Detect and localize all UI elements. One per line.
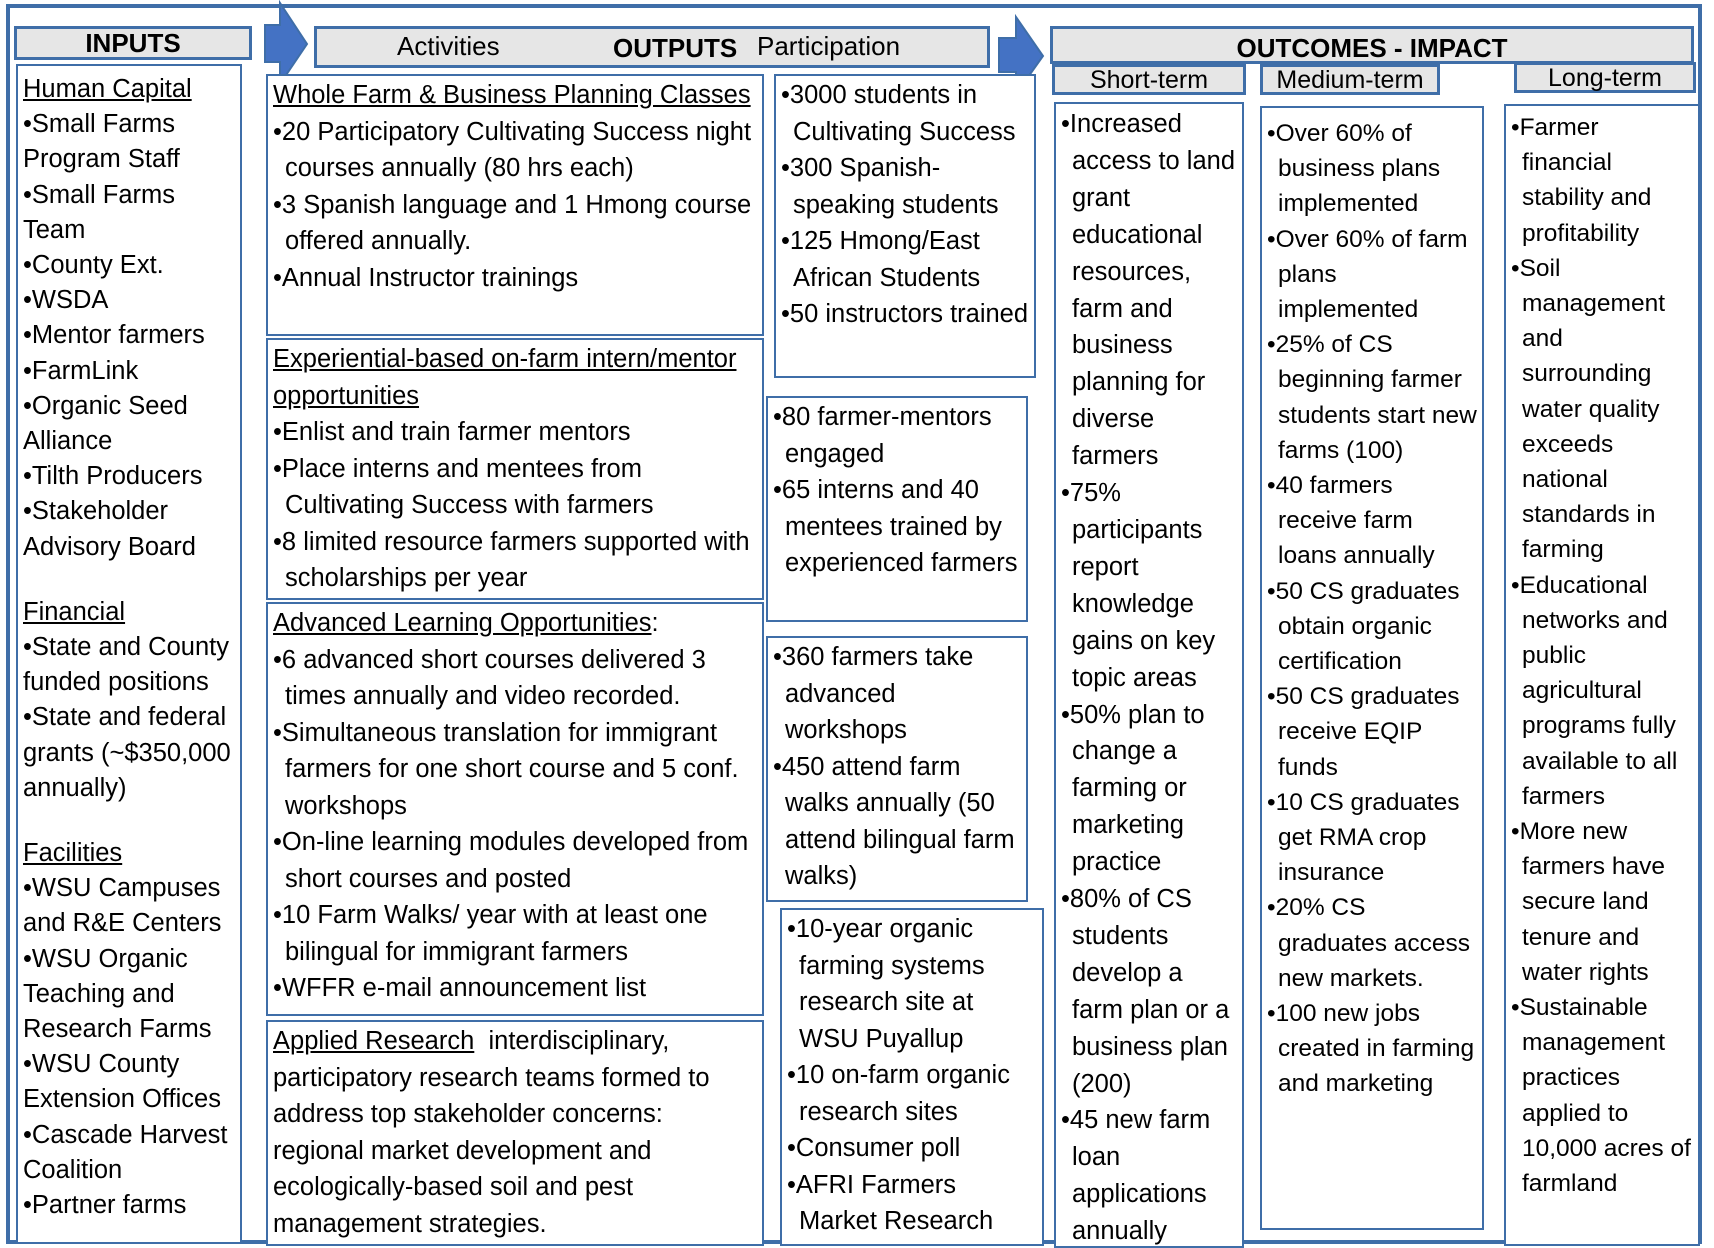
list-item: •50 CS graduates receive EQIP funds xyxy=(1267,683,1460,781)
list-item: •50 CS graduates obtain organic certification xyxy=(1267,577,1460,676)
activity-title-suffix: : xyxy=(651,609,659,637)
list-item: •10 Farm Walks/ year with at least one bilingual for immigrant farmers xyxy=(273,901,708,966)
list-item: •45 new farm loan applications annually xyxy=(1061,1106,1211,1246)
list-item: •AFRI Farmers Market Research xyxy=(787,1170,994,1235)
list-item: •360 farmers take advanced workshops xyxy=(773,643,974,744)
list-item: •Soil management and surrounding water quality exceeds national standards in farming xyxy=(1511,254,1666,564)
medium-term-box xyxy=(1260,106,1484,1230)
list-item: •125 Hmong/East African Students xyxy=(781,227,981,292)
list-item: •Tilth Producers xyxy=(23,462,203,491)
list-item: •100 new jobs created in farming and marketing xyxy=(1267,1000,1475,1098)
list-item: •Stakeholder Advisory Board xyxy=(23,497,196,561)
list-item: •3000 students in Cultivating Success xyxy=(781,81,1016,146)
activity-box-advanced xyxy=(266,602,764,1016)
list-item: •Farmer financial stability and profitability xyxy=(1511,114,1652,247)
list-item: •80% of CS students develop a farm plan or a business plan (200) xyxy=(1061,885,1230,1098)
outputs-header-label: OUTPUTS xyxy=(613,33,738,63)
list-item: •10 on-farm organic research sites xyxy=(787,1061,1010,1126)
participation-box-workshops xyxy=(766,636,1028,902)
participation-header-label: Participation xyxy=(757,31,901,61)
medium-term-header xyxy=(1260,64,1440,95)
activity-title: Applied Research xyxy=(273,1027,475,1055)
list-item: •Simultaneous translation for immigrant farmers for one short course and 5 conf. workshops xyxy=(273,718,739,820)
activity-text xyxy=(273,1027,717,1238)
list-item: •Small Farms Program Staff xyxy=(23,110,180,174)
list-item: •State and federal grants (~$350,000 annually) xyxy=(23,703,231,802)
list-item: •50 instructors trained xyxy=(781,300,1029,328)
list-item: •Educational networks and public agricultural programs fully available to all farmers xyxy=(1511,571,1678,810)
list-item: •80 farmer-mentors engaged xyxy=(773,403,992,468)
outcomes-header-label: OUTCOMES - IMPACT xyxy=(1236,33,1508,63)
list-item: •Small Farms Team xyxy=(23,180,176,244)
short-term-header xyxy=(1052,64,1246,95)
participation-box-students xyxy=(774,74,1036,378)
list-item: •8 limited resource farmers supported with scholarships per year xyxy=(273,527,750,592)
activity-box-planning xyxy=(266,74,764,336)
list-item: •50% plan to change a farming or marketing practice xyxy=(1061,700,1205,877)
list-item: •WSU Campuses and R&E Centers xyxy=(23,874,222,938)
outputs-header xyxy=(314,26,990,68)
list-item: •State and County funded positions xyxy=(23,633,229,697)
activity-title: Whole Farm & Business Planning Classes xyxy=(273,81,751,109)
list-item: •Partner farms xyxy=(23,1191,187,1220)
list-item: •Sustainable management practices applied to 10,000 acres of farmland xyxy=(1511,994,1691,1198)
list-item: •Over 60% of farm plans implemented xyxy=(1267,225,1468,324)
participation-box-research xyxy=(780,908,1044,1246)
inputs-box xyxy=(16,64,242,1244)
list-item: •WSU County Extension Offices xyxy=(23,1050,221,1114)
activity-title-row xyxy=(273,605,758,642)
list-item: •6 advanced short courses delivered 3 times annually and video recorded. xyxy=(273,645,706,710)
activity-title: Advanced Learning Opportunities xyxy=(273,609,652,637)
inputs-header-label: INPUTS xyxy=(85,28,181,58)
inputs-header xyxy=(14,26,252,60)
list-item: •10 CS graduates get RMA crop insurance xyxy=(1267,788,1460,887)
list-item: •10-year organic farming systems research site at WSU Puyallup xyxy=(787,915,985,1053)
short-term-label: Short-term xyxy=(1089,66,1209,94)
human-capital-title: Human Capital xyxy=(23,75,192,103)
list-item: •20% CS graduates access new markets. xyxy=(1267,894,1471,992)
short-term-box xyxy=(1054,102,1244,1248)
list-item: •WFFR e-mail announcement list xyxy=(273,974,647,1002)
list-item: •FarmLink xyxy=(23,356,139,385)
activity-box-mentoring xyxy=(266,338,764,600)
list-item: •Mentor farmers xyxy=(23,321,205,350)
list-item: •Cascade Harvest Coalition xyxy=(23,1120,228,1184)
long-term-label: Long-term xyxy=(1548,64,1662,92)
list-item: •3 Spanish language and 1 Hmong course offered annually. xyxy=(273,190,752,255)
medium-term-label: Medium-term xyxy=(1276,66,1424,94)
list-item: •75% participants report knowledge gains on key topic areas xyxy=(1061,479,1216,692)
list-item: •20 Participatory Cultivating Success night courses annually (80 hrs each) xyxy=(273,117,752,182)
list-item: •County Ext. xyxy=(23,251,164,280)
list-item: •Consumer poll xyxy=(787,1134,961,1162)
list-item: •Place interns and mentees from Cultivating Success with farmers xyxy=(273,454,654,519)
list-item: •Over 60% of business plans implemented xyxy=(1267,120,1441,218)
list-item: •Annual Instructor trainings xyxy=(273,263,579,292)
list-item: •WSU Organic Teaching and Research Farms xyxy=(23,944,212,1044)
list-item: •65 interns and 40 mentees trained by experienced farmers xyxy=(773,476,1018,577)
list-item: •On-line learning modules developed from short courses and posted xyxy=(273,828,749,893)
list-item: •Enlist and train farmer mentors xyxy=(273,418,631,446)
list-item: •WSDA xyxy=(23,286,109,315)
activity-description: interdisciplinary, participatory research teams formed to address top stakeholder concerns: regional market development and ecologically-based soil and pest management strategies. xyxy=(273,1027,717,1238)
list-item: •Increased access to land grant educational resources, farm and business planning for diverse farmers xyxy=(1061,110,1236,471)
activity-box-research xyxy=(266,1020,764,1246)
list-item: •More new farmers have secure land tenure and water rights xyxy=(1511,818,1665,986)
activities-header-label: Activities xyxy=(397,31,500,61)
long-term-box xyxy=(1504,104,1700,1246)
list-item: •Organic Seed Alliance xyxy=(23,391,188,456)
list-item: •40 farmers receive farm loans annually xyxy=(1267,472,1435,570)
facilities-title: Facilities xyxy=(23,839,123,868)
participation-box-mentors xyxy=(766,396,1028,622)
list-item: •25% of CS beginning farmer students start new farms (100) xyxy=(1267,331,1477,464)
list-item: •300 Spanish-speaking students xyxy=(781,154,999,219)
financial-title: Financial xyxy=(23,597,126,626)
long-term-header xyxy=(1514,62,1696,93)
list-item: •450 attend farm walks annually (50 attend bilingual farm walks) xyxy=(773,752,1015,890)
activity-title: Experiential-based on-farm intern/mentor opportunities xyxy=(273,345,737,410)
outcomes-header xyxy=(1050,26,1694,64)
